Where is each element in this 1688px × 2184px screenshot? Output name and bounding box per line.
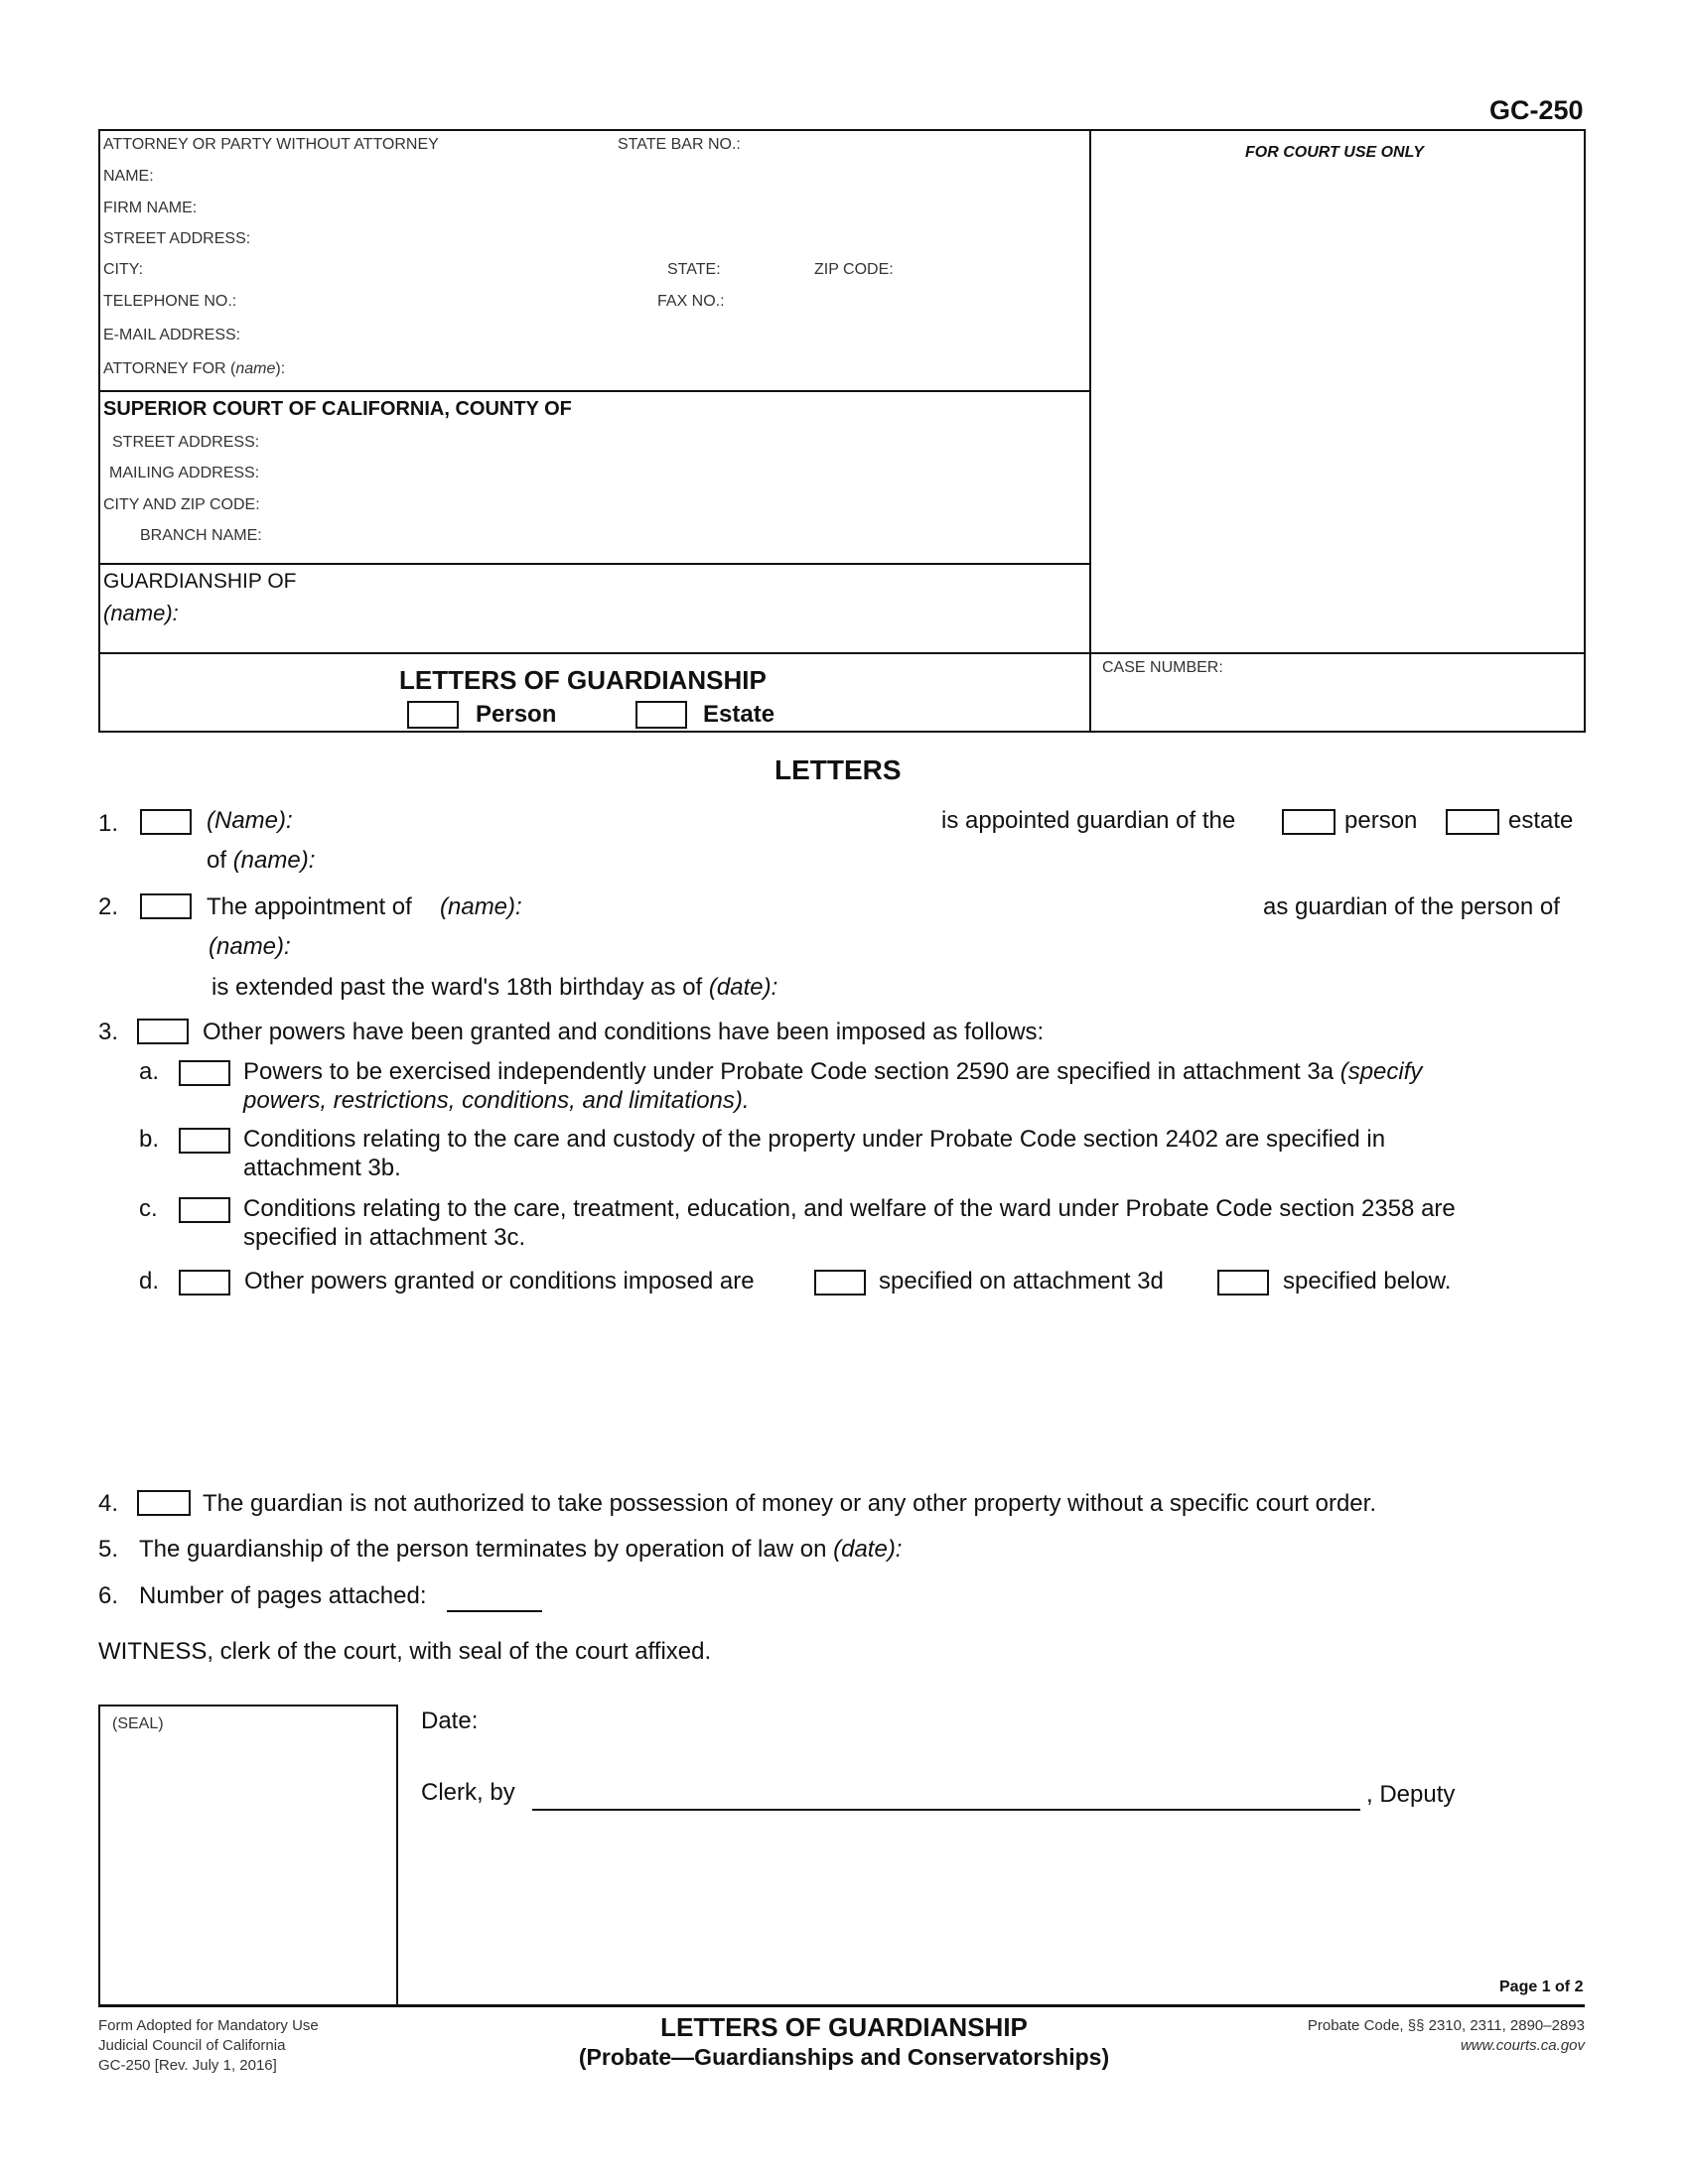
deputy-label: , Deputy xyxy=(1366,1781,1456,1808)
signature-date-input[interactable] xyxy=(492,1705,992,1736)
item-2-guardian-name-input[interactable] xyxy=(531,891,1255,923)
firm-name-input[interactable] xyxy=(209,196,1083,221)
title-person-checkbox[interactable] xyxy=(407,701,459,729)
item-2-date-input[interactable] xyxy=(809,972,1210,1004)
title-estate-checkbox[interactable] xyxy=(635,701,687,729)
item-2-appointment-text: The appointment of xyxy=(207,893,412,920)
state-bar-input[interactable] xyxy=(755,132,1086,158)
item-3b-text-cont: attachment 3b. xyxy=(243,1155,401,1181)
clerk-signature-input[interactable] xyxy=(532,1775,1360,1811)
attorney-name-input[interactable] xyxy=(161,164,1083,190)
court-mailing-input[interactable] xyxy=(274,461,1083,486)
item-1-person-label: person xyxy=(1344,807,1418,834)
item-1-checkbox[interactable] xyxy=(140,809,192,835)
item-1-guardian-name-input[interactable] xyxy=(303,806,932,838)
item-2-name-label: (name): xyxy=(440,893,522,920)
form-id: GC-250 xyxy=(1489,95,1584,125)
seal-label: (SEAL) xyxy=(112,1715,164,1732)
item-3a-checkbox[interactable] xyxy=(179,1060,230,1086)
city-label: CITY: xyxy=(103,261,144,278)
item-3-checkbox[interactable] xyxy=(137,1019,189,1044)
item-5-text: The guardianship of the person terminates by operation of law on (date): xyxy=(139,1536,903,1563)
court-use-label: FOR COURT USE ONLY xyxy=(1245,144,1424,161)
item-1-name-label: (Name): xyxy=(207,807,293,834)
item-3d-below-label: specified below. xyxy=(1283,1268,1452,1295)
footer-left: Form Adopted for Mandatory Use Judicial Council of California GC-250 [Rev. July 1, 2016] xyxy=(98,2017,319,2074)
state-input[interactable] xyxy=(730,257,813,283)
item-3c-text-cont: specified in attachment 3c. xyxy=(243,1224,526,1251)
date-label: Date: xyxy=(421,1707,479,1734)
item-3d-below-checkbox[interactable] xyxy=(1217,1270,1269,1296)
footer-right: Probate Code, §§ 2310, 2311, 2890–2893 www.courts.ca.gov xyxy=(1307,2017,1585,2054)
footer-subtitle: (Probate—Guardianships and Conservatorships) xyxy=(578,2044,1110,2070)
tel-input[interactable] xyxy=(246,289,647,315)
state-bar-label: STATE BAR NO.: xyxy=(618,136,741,153)
item-2-number: 2. xyxy=(98,893,119,920)
item-3d-text: Other powers granted or conditions imposed are xyxy=(244,1268,755,1295)
email-label: E-MAIL ADDRESS: xyxy=(103,327,241,343)
firm-label: FIRM NAME: xyxy=(103,200,198,216)
item-4-text: The guardian is not authorized to take possession of money or any other property without a specific court order. xyxy=(203,1490,1376,1517)
item-1-estate-checkbox[interactable] xyxy=(1446,809,1499,835)
zip-input[interactable] xyxy=(904,257,1083,283)
fax-input[interactable] xyxy=(735,289,1083,315)
title-person-label: Person xyxy=(476,701,557,728)
attorney-for-input[interactable] xyxy=(298,356,1083,382)
zip-label: ZIP CODE: xyxy=(814,261,894,278)
item-3d-letter: d. xyxy=(139,1268,160,1295)
state-label: STATE: xyxy=(667,261,721,278)
item-4-number: 4. xyxy=(98,1490,119,1517)
guardianship-name-label: (name): xyxy=(103,601,179,625)
item-3c-letter: c. xyxy=(139,1195,158,1222)
item-3c-text: Conditions relating to the care, treatment, education, and welfare of the ward under Probate Code section 2358 are xyxy=(243,1195,1456,1222)
item-6-pages-input[interactable] xyxy=(447,1578,542,1612)
attorney-header: ATTORNEY OR PARTY WITHOUT ATTORNEY xyxy=(103,136,439,153)
item-1-person-checkbox[interactable] xyxy=(1282,809,1336,835)
item-1-of-label: of (name): xyxy=(207,847,316,874)
county-input[interactable] xyxy=(635,396,1083,424)
item-3d-attachment-label: specified on attachment 3d xyxy=(879,1268,1164,1295)
item-3a-letter: a. xyxy=(139,1058,160,1085)
title-estate-label: Estate xyxy=(703,701,775,728)
email-input[interactable] xyxy=(250,323,1083,348)
court-street-input[interactable] xyxy=(274,430,1083,456)
item-3d-specify-textarea[interactable] xyxy=(243,1308,1573,1479)
item-2-name2-label: (name): xyxy=(209,933,291,960)
item-3d-attachment-checkbox[interactable] xyxy=(814,1270,866,1296)
item-2-extended-text: is extended past the ward's 18th birthday as of (date): xyxy=(211,974,778,1001)
page-number: Page 1 of 2 xyxy=(1499,1979,1584,1995)
guardianship-title: GUARDIANSHIP OF xyxy=(103,570,297,593)
item-2-checkbox[interactable] xyxy=(140,893,192,919)
item-6-number: 6. xyxy=(98,1582,119,1609)
form-title: LETTERS OF GUARDIANSHIP xyxy=(399,665,767,695)
item-3-number: 3. xyxy=(98,1019,119,1045)
city-input[interactable] xyxy=(149,257,659,283)
item-3c-checkbox[interactable] xyxy=(179,1197,230,1223)
item-3a-text-cont: powers, restrictions, conditions, and limitations). xyxy=(243,1087,750,1114)
item-1-appointed-text: is appointed guardian of the xyxy=(941,807,1236,834)
item-3d-checkbox[interactable] xyxy=(179,1270,230,1296)
fax-label: FAX NO.: xyxy=(657,293,725,310)
case-number-input[interactable] xyxy=(1102,685,1578,721)
item-3b-checkbox[interactable] xyxy=(179,1128,230,1154)
court-mailing-label: MAILING ADDRESS: xyxy=(109,465,260,481)
item-3a-text: Powers to be exercised independently under Probate Code section 2590 are specified in attachment 3a (specify xyxy=(243,1058,1423,1085)
court-city-input[interactable] xyxy=(274,492,1083,518)
court-street-label: STREET ADDRESS: xyxy=(112,434,260,451)
tel-label: TELEPHONE NO.: xyxy=(103,293,237,310)
footer-title: LETTERS OF GUARDIANSHIP xyxy=(660,2012,1028,2042)
court-city-label: CITY AND ZIP CODE: xyxy=(103,496,260,513)
letters-heading: LETTERS xyxy=(774,754,902,785)
item-2-as-guardian-text: as guardian of the person of xyxy=(1263,893,1560,920)
item-1-ward-name-input[interactable] xyxy=(328,846,1573,878)
court-title: SUPERIOR COURT OF CALIFORNIA, COUNTY OF xyxy=(103,398,572,420)
seal-box xyxy=(98,1705,398,2006)
witness-text: WITNESS, clerk of the court, with seal of the court affixed. xyxy=(98,1638,712,1665)
clerk-by-label: Clerk, by xyxy=(421,1779,515,1806)
item-6-text: Number of pages attached: xyxy=(139,1582,427,1609)
item-3b-text: Conditions relating to the care and custody of the property under Probate Code section 2402 are specified in xyxy=(243,1126,1386,1153)
guardianship-name-input[interactable] xyxy=(194,599,1083,628)
attorney-for-label: ATTORNEY FOR (name): xyxy=(103,360,286,377)
street-label: STREET ADDRESS: xyxy=(103,230,251,247)
case-number-label: CASE NUMBER: xyxy=(1102,659,1223,676)
item-4-checkbox[interactable] xyxy=(137,1490,191,1516)
name-label: NAME: xyxy=(103,168,154,185)
footer-rule xyxy=(98,2004,1585,2007)
item-2-ward-name-input[interactable] xyxy=(303,931,1573,963)
item-5-number: 5. xyxy=(98,1536,119,1563)
item-1-number: 1. xyxy=(98,810,119,837)
street-input[interactable] xyxy=(260,226,1083,252)
item-1-estate-label: estate xyxy=(1508,807,1574,834)
item-5-date-input[interactable] xyxy=(943,1534,1344,1566)
item-3-text: Other powers have been granted and conditions have been imposed as follows: xyxy=(203,1019,1045,1045)
court-branch-label: BRANCH NAME: xyxy=(140,527,262,544)
court-branch-input[interactable] xyxy=(274,523,1083,549)
item-3b-letter: b. xyxy=(139,1126,160,1153)
